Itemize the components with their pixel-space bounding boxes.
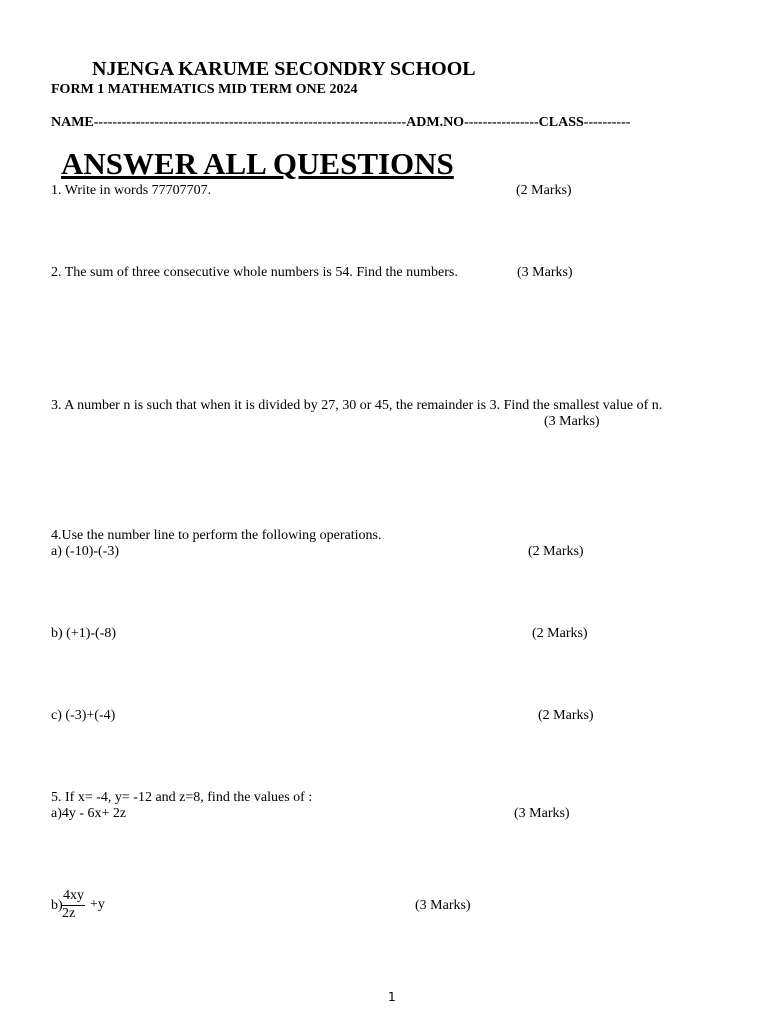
question-5-text: 5. If x= -4, y= -12 and z=8, find the values of : [51, 790, 313, 805]
question-4-text: 4.Use the number line to perform the following operations. [51, 528, 382, 543]
question-4b-marks: (2 Marks) [532, 626, 588, 641]
question-5b-suffix: +y [90, 897, 105, 912]
student-details-line: NAME-------------------------------------------------------------------ADM.NO----------------CLASS---------- [51, 115, 631, 130]
question-5b-fraction [62, 888, 85, 922]
question-3-text: 3. A number n is such that when it is divided by 27, 30 or 45, the remainder is 3. Find the smallest value of n. [51, 398, 663, 413]
question-4a-marks: (2 Marks) [528, 544, 584, 559]
question-4c-text: c) (-3)+(-4) [51, 708, 116, 723]
question-4c-marks: (2 Marks) [538, 708, 594, 723]
question-2-marks: (3 Marks) [517, 265, 573, 280]
question-5b-marks: (3 Marks) [415, 898, 471, 913]
question-5a-text: a)4y - 6x+ 2z [51, 806, 127, 821]
question-5a-marks: (3 Marks) [514, 806, 570, 821]
page-number: 1 [388, 990, 396, 1004]
question-1-marks: (2 Marks) [516, 183, 572, 198]
question-3-marks: (3 Marks) [544, 414, 600, 429]
question-4a-text: a) (-10)-(-3) [51, 544, 120, 559]
exam-title: FORM 1 MATHEMATICS MID TERM ONE 2024 [51, 82, 358, 97]
fraction-denominator: 2z [62, 906, 76, 921]
question-2-text: 2. The sum of three consecutive whole numbers is 54. Find the numbers. [51, 265, 458, 280]
instruction-heading: ANSWER ALL QUESTIONS [61, 146, 454, 181]
question-1-text: 1. Write in words 77707707. [51, 183, 212, 198]
question-5b-prefix: b) [51, 898, 63, 913]
fraction-numerator: 4xy [62, 888, 85, 906]
school-name: NJENGA KARUME SECONDRY SCHOOL [92, 58, 476, 80]
question-4b-text: b) (+1)-(-8) [51, 626, 117, 641]
